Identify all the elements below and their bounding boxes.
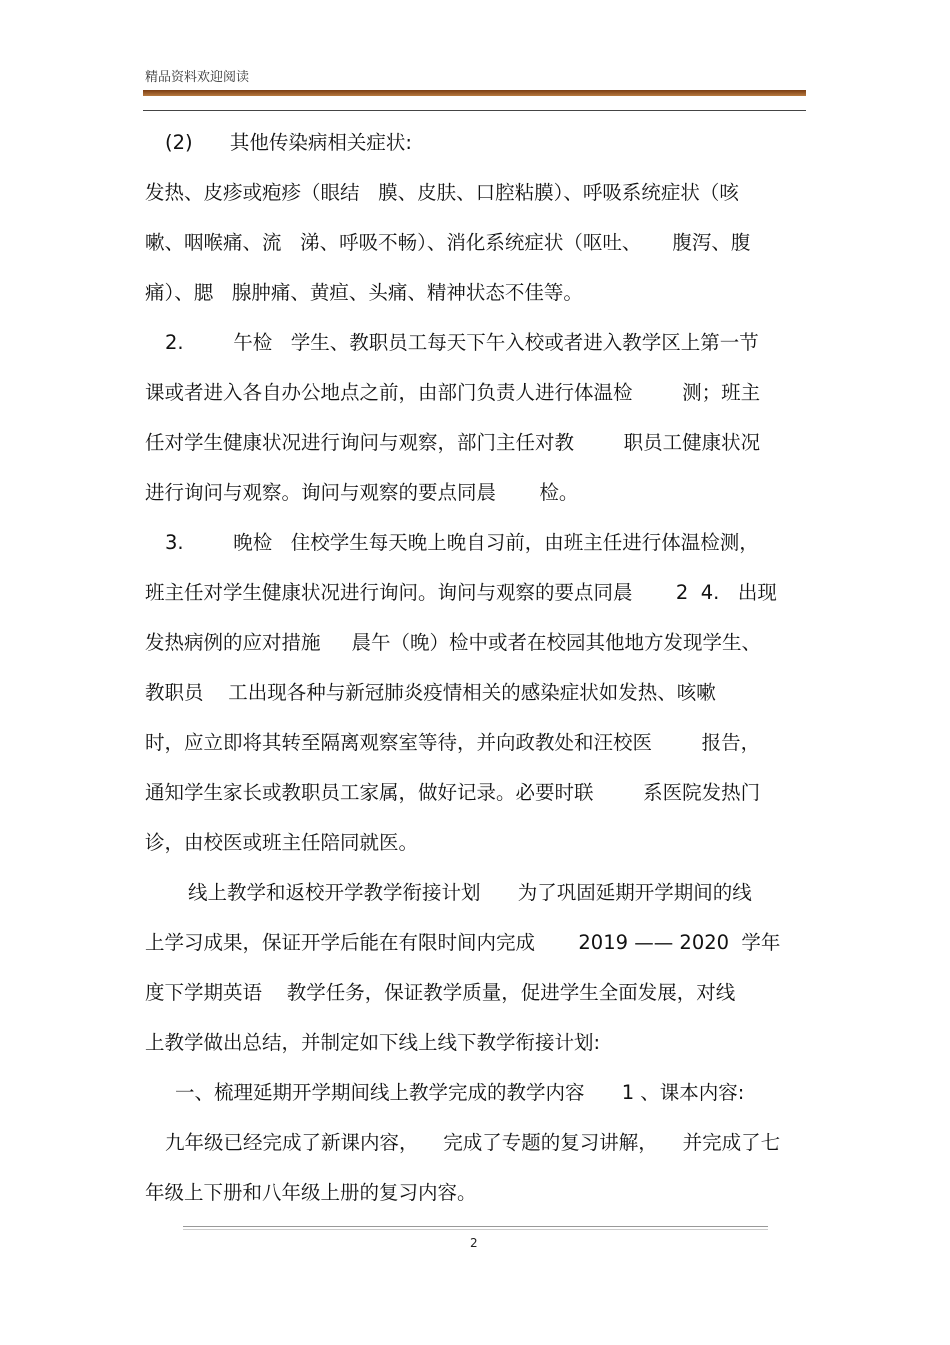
body-line: 时，应立即将其转至隔离观察室等待，并向政教处和汪校医 报告， — [145, 731, 761, 754]
body-line: 班主任对学生健康状况进行询问。询问与观察的要点同晨 2 4. 出现 — [145, 581, 777, 604]
body-line: 通知学生家长或教职员工家属，做好记录。必要时联 系医院发热门 — [145, 781, 761, 804]
body-line: 进行询问与观察。询问与观察的要点同晨 检。 — [145, 481, 579, 504]
page-number: 2 — [470, 1236, 478, 1250]
body-line: 嗽、咽喉痛、流 涕、呼吸不畅）、消化系统症状（呕吐、 腹泻、腹 — [145, 231, 751, 254]
body-line: (2) 其他传染病相关症状: — [165, 131, 412, 154]
body-line: 一、梳理延期开学期间线上教学完成的教学内容 1 、课本内容: — [175, 1081, 745, 1104]
body-line: 上学习成果，保证开学后能在有限时间内完成 2019 —— 2020 学年 — [145, 931, 781, 954]
body-line: 年级上下册和八年级上册的复习内容。 — [145, 1181, 477, 1204]
body-line: 线上教学和返校开学教学衔接计划 为了巩固延期开学期间的线 — [188, 881, 752, 904]
body-line: 度下学期英语 教学任务，保证教学质量，促进学生全面发展，对线 — [145, 981, 736, 1004]
header-rule-thick — [143, 90, 806, 96]
body-line: 诊，由校医或班主任陪同就医。 — [145, 831, 419, 854]
body-line: 教职员 工出现各种与新冠肺炎疫情相关的感染症状如发热、咳嗽 — [145, 681, 716, 704]
page-header-text: 精品资料欢迎阅读 — [145, 70, 250, 85]
body-line: 九年级已经完成了新课内容， 完成了专题的复习讲解， 并完成了七 — [165, 1131, 781, 1154]
header-rule-thin — [143, 110, 806, 111]
body-line: 课或者进入各自办公地点之前，由部门负责人进行体温检 测；班主 — [145, 381, 761, 404]
footer-rule-light — [183, 1229, 768, 1230]
body-line: 任对学生健康状况进行询问与观察，部门主任对教 职员工健康状况 — [145, 431, 761, 454]
footer-rule — [183, 1226, 768, 1227]
body-line: 上教学做出总结，并制定如下线上线下教学衔接计划: — [145, 1031, 601, 1054]
body-line: 痛）、腮 腺肿痛、黄疸、头痛、精神状态不佳等。 — [145, 281, 583, 304]
body-line: 发热、皮疹或疱疹（眼结 膜、皮肤、口腔粘膜）、呼吸系统症状（咳 — [145, 181, 739, 204]
body-line: 3. 晚检 住校学生每天晚上晚自习前，由班主任进行体温检测， — [165, 531, 759, 554]
body-line: 发热病例的应对措施 晨午（晚）检中或者在校园其他地方发现学生、 — [145, 631, 761, 654]
body-line: 2. 午检 学生、教职员工每天下午入校或者进入教学区上第一节 — [165, 331, 759, 354]
